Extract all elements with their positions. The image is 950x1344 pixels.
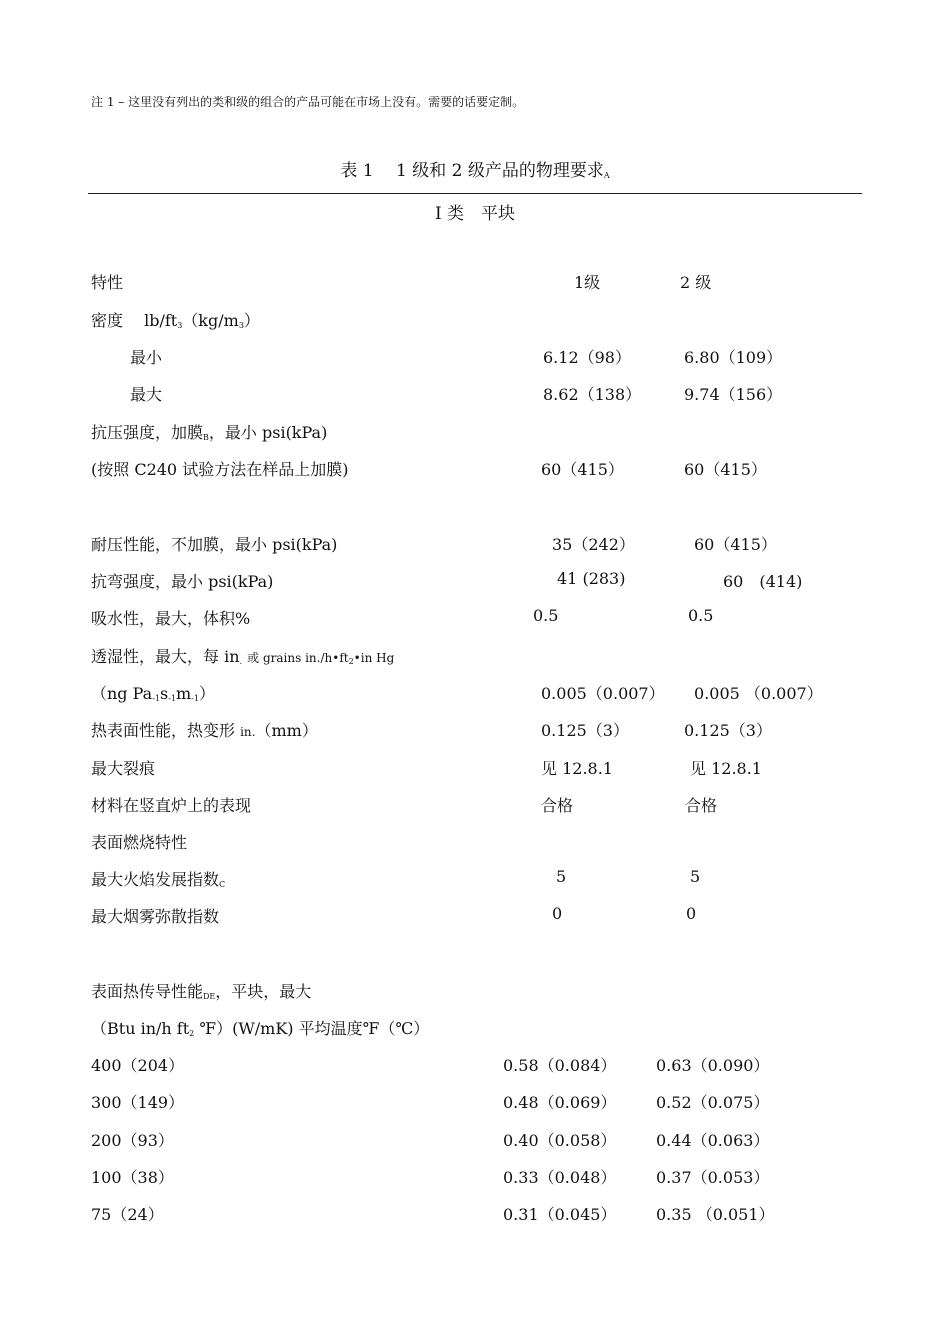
row-label: (按照 C240 试验方法在样品上加膜) [91, 460, 349, 479]
table-row [0, 532, 950, 558]
table-row [0, 569, 950, 595]
grade-1-value: 0.48（0.069） [503, 1093, 617, 1112]
table-row [0, 979, 950, 1005]
grade-2-value: 60（415） [684, 460, 767, 479]
grade-2-value: 9.74（156） [684, 385, 783, 404]
row-label: 材料在竖直炉上的表现 [91, 796, 252, 815]
grade-1-value: 35（242） [552, 535, 635, 554]
grade-2-value: 见 12.8.1 [690, 759, 762, 778]
table-row [0, 904, 950, 930]
row-label: 最大烟雾弥散指数 [91, 907, 220, 926]
row-label: 200（93） [91, 1131, 174, 1150]
row-label: 耐压性能，不加膜，最小 psi(kPa) [91, 535, 338, 554]
table-row [0, 1202, 950, 1228]
row-label: （ng $Pa_{-1}s_{-1}m_{-1}$） [91, 684, 216, 703]
grade-2-value: 0.63（0.090） [656, 1056, 770, 1075]
row-label: 75（24） [91, 1205, 164, 1224]
table-row [0, 1053, 950, 1079]
grade-1-value: 0.58（0.084） [503, 1056, 617, 1075]
table-row [0, 457, 950, 483]
row-label: 抗弯强度，最小 psi(kPa) [91, 572, 274, 591]
row-label: 特性 [91, 273, 124, 292]
grade-1-value: 60（415） [541, 460, 624, 479]
row-label: 表面燃烧特性 [91, 833, 188, 852]
table-row [0, 606, 950, 632]
grade-1-value: 0.33（0.048） [503, 1168, 617, 1187]
row-label: 热表面性能，热变形 in.（mm） [91, 721, 318, 740]
table-row [0, 1090, 950, 1116]
table-title-text: 表 1 1 级和 2 级产品的物理要求 [340, 161, 604, 181]
table-row [0, 1165, 950, 1191]
grade-1-value: 合格 [541, 796, 574, 815]
row-label: 透湿性，最大，每 $in_.$ 或 grains $in./h•ft_2•in$ Hg [91, 647, 395, 666]
grade-1-value: 见 12.8.1 [541, 759, 613, 778]
row-label: 100（38） [91, 1168, 174, 1187]
table-title [0, 156, 950, 181]
grade-2-value: 0.52（0.075） [656, 1093, 770, 1112]
row-label: （Btu in/h $ft_2$ ℉）(W/mK) 平均温度℉（℃） [91, 1019, 430, 1038]
grade-1-value: 41 (283) [557, 569, 626, 588]
table-subtitle: I 类 平块 [434, 204, 516, 224]
grade-2-value: 5 [690, 867, 701, 886]
row-label: 400（204） [91, 1056, 185, 1075]
row-label: 密度 $lb/ft_3(kg/m_3)$ [91, 311, 260, 330]
grade-1-value: 1级 [574, 273, 601, 292]
grade-2-value: 0.005 （0.007） [694, 684, 823, 703]
grade-2-value: 60 (414) [723, 572, 803, 591]
table-row [0, 756, 950, 782]
table-row [0, 345, 950, 371]
table-row [0, 793, 950, 819]
row-label: 300（149） [91, 1093, 185, 1112]
table-row [0, 1016, 950, 1042]
grade-2-value: 60（415） [694, 535, 777, 554]
row-label: 最小 [130, 348, 163, 367]
grade-2-value: 0.37（0.053） [656, 1168, 770, 1187]
grade-1-value: 0.125（3） [541, 721, 629, 740]
row-label: 最大裂痕 [91, 759, 156, 778]
table-row [0, 830, 950, 856]
grade-1-value: 0.5 [533, 606, 559, 625]
grade-1-value: 5 [556, 867, 567, 886]
grade-2-value: 0 [686, 904, 697, 923]
table-row [0, 1128, 950, 1154]
grade-2-value: 6.80（109） [684, 348, 783, 367]
grade-2-value: 0.5 [688, 606, 714, 625]
row-label: 吸水性，最大，体积% [91, 609, 251, 628]
grade-2-value: 0.35 （0.051） [656, 1205, 775, 1224]
row-label: 最大火焰发展指数$_C$ [91, 870, 226, 889]
table-title-footnote: A [603, 171, 610, 180]
grade-1-value: 0.31（0.045） [503, 1205, 617, 1224]
grade-1-value: 0 [552, 904, 563, 923]
grade-1-value: 0.40（0.058） [503, 1131, 617, 1150]
table-note: 注 1 – 这里没有列出的类和级的组合的产品可能在市场上没有。需要的话要定制。 [91, 95, 525, 109]
grade-2-value: 0.125（3） [684, 721, 772, 740]
table-row [0, 867, 950, 893]
table-top-rule [88, 193, 862, 194]
table-row [0, 644, 950, 670]
table-row [0, 270, 950, 296]
table-row [0, 420, 950, 446]
grade-2-value: 2 级 [680, 273, 712, 292]
table-row [0, 718, 950, 744]
table-row [0, 382, 950, 408]
row-label: 最大 [130, 385, 163, 404]
table-row [0, 681, 950, 707]
row-label: 表面热传导性能$_{DE}$，平块，最大 [91, 982, 312, 1001]
grade-2-value: 0.44（0.063） [656, 1131, 770, 1150]
grade-2-value: 合格 [685, 796, 718, 815]
grade-1-value: 8.62（138） [543, 385, 642, 404]
row-label: 抗压强度，加膜$_B$，最小 psi(kPa) [91, 423, 328, 442]
grade-1-value: 0.005（0.007） [541, 684, 665, 703]
grade-1-value: 6.12（98） [543, 348, 631, 367]
table-row [0, 308, 950, 334]
